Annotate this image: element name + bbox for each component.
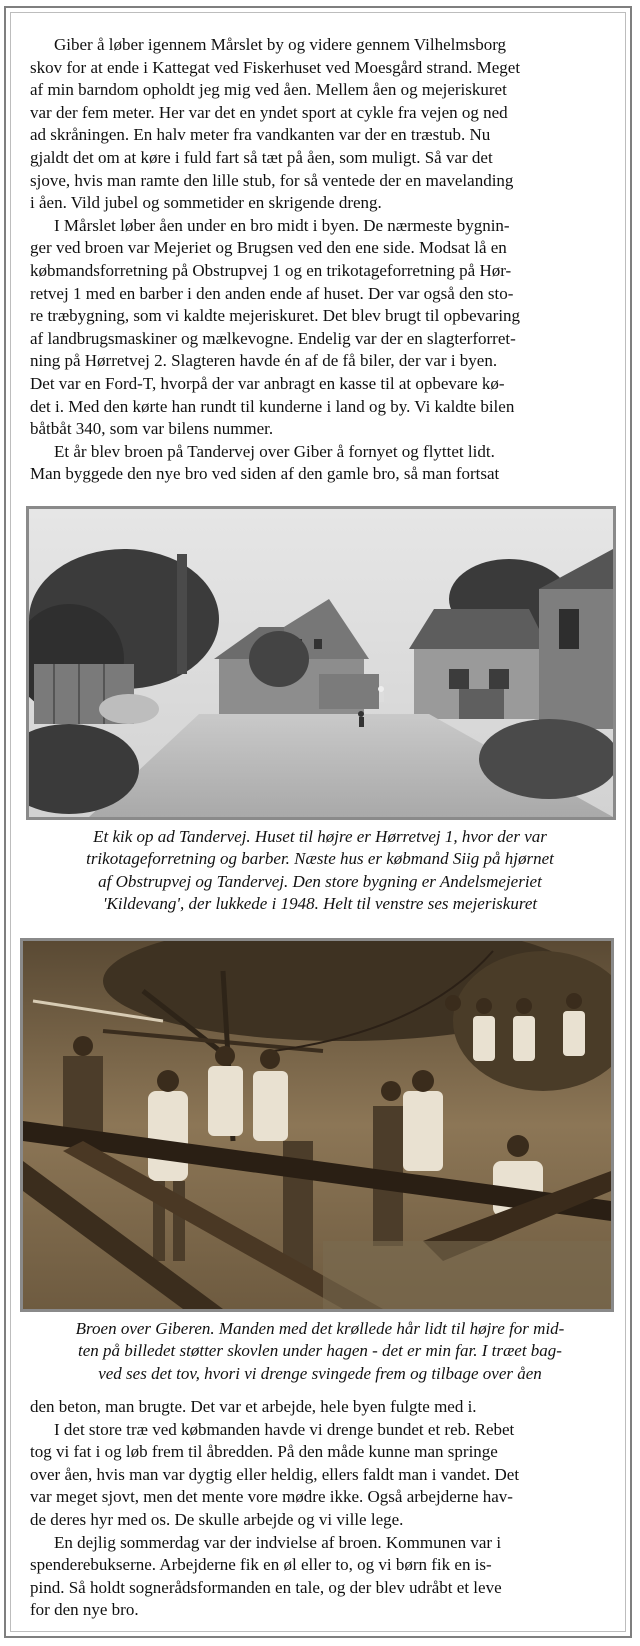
text-line: i åen. Vild jubel og sommetider en skrigende dreng. bbox=[30, 193, 382, 213]
text-line: I det store træ ved købmanden havde vi drenge bundet et reb. Rebet bbox=[54, 1419, 515, 1439]
caption-line: ten på billedet støtter skovlen under hagen - det er min far. I træet bag- bbox=[78, 1341, 562, 1361]
text-line: den beton, man brugte. Det var et arbejde, hele byen fulgte med i. bbox=[30, 1397, 477, 1416]
text-line: ning på Hørretvej 2. Slagteren havde én af de få biler, der var i byen. bbox=[30, 351, 498, 371]
text-line: pind. Så holdt sognerådsformanden en tale, og der blev udråbt et leve bbox=[30, 1577, 502, 1597]
text-line: var meget sjovt, men det mente vore mødre ikke. Også arbejderne hav- bbox=[30, 1487, 513, 1507]
text-line: af min barndom opholdt jeg mig ved åen. Mellem åen og mejeriskuret bbox=[30, 80, 507, 100]
text-line: af landbrugsmaskiner og mælkevogne. Endelig var der en slagterforret- bbox=[30, 328, 516, 348]
photo-bridge-workers-image bbox=[23, 941, 611, 1309]
text-line: ger ved broen var Mejeriet og Brugsen ved den ene side. Modsat lå en bbox=[30, 238, 507, 258]
text-line: det i. Med den kørte han rundt til kunderne i land og by. Vi kaldte bilen bbox=[30, 396, 515, 416]
article-bottom-text bbox=[30, 1396, 600, 1622]
caption-line: Et kik op ad Tandervej. Huset til højre er Hørretvej 1, hvor der var bbox=[93, 827, 547, 846]
caption-line: 'Kildevang', der lukkede i 1948. Helt til venstre ses mejeriskuret bbox=[102, 894, 538, 914]
text-line: gjaldt det om at køre i fuld fart så tæt på åen, som muligt. Så var det bbox=[30, 147, 493, 167]
caption-line: Broen over Giberen. Manden med det krøllede hår lidt til højre for mid- bbox=[75, 1319, 565, 1338]
caption-line: af Obstrupvej og Tandervej. Den store bygning er Andelsmejeriet bbox=[98, 871, 542, 891]
text-line: de deres hyr med os. De skulle arbejde og vi ville lege. bbox=[30, 1509, 404, 1529]
caption-tandervej bbox=[26, 826, 614, 916]
caption-line: ved ses det tov, hvori vi drenge svingede frem og tilbage over åen bbox=[98, 1363, 542, 1383]
text-line: var der fem meter. Her var det en yndet sport at cykle fra vejen og ned bbox=[30, 102, 508, 122]
text-line: Man byggede den nye bro ved siden af den gamle bro, så man fortsat bbox=[30, 464, 500, 484]
text-line: skov for at ende i Kattegat ved Fiskerhuset ved Moesgård strand. Meget bbox=[30, 57, 521, 77]
text-line: I Mårslet løber åen under en bro midt i byen. De nærmeste bygnin- bbox=[54, 215, 510, 235]
text-line: købmandsforretning på Obstrupvej 1 og en trikotageforretning på Hør- bbox=[30, 260, 512, 280]
photo-bridge-workers bbox=[20, 938, 614, 1312]
text-line: re træbygning, som vi kaldte mejeriskuret. Det blev brugt til opbevaring bbox=[30, 306, 521, 326]
text-line: sjove, hvis man ramte den lille stub, for så ventede der en mavelanding bbox=[30, 170, 514, 190]
text-line: En dejlig sommerdag var der indvielse af broen. Kommunen var i bbox=[54, 1532, 502, 1552]
text-line: Det var en Ford-T, hvorpå der var anbragt en kasse til at opbevare kø- bbox=[30, 373, 505, 393]
caption-bridge bbox=[26, 1318, 614, 1385]
photo-tandervej bbox=[26, 506, 616, 820]
text-line: Et år blev broen på Tandervej over Giber å fornyet og flyttet lidt. bbox=[54, 441, 495, 461]
text-line: tog vi fat i og løb frem til åbredden. På den måde kunne man springe bbox=[30, 1442, 498, 1462]
text-line: båtbåt 340, som var bilens nummer. bbox=[30, 419, 274, 439]
photo-tandervej-image bbox=[29, 509, 613, 817]
text-line: for den nye bro. bbox=[30, 1600, 139, 1620]
caption-line: trikotageforretning og barber. Næste hus er købmand Siig på hjørnet bbox=[86, 849, 554, 869]
text-line: over åen, hvis man var dygtig eller heldig, ellers faldt man i vandet. Det bbox=[30, 1464, 520, 1484]
text-line: Giber å løber igennem Mårslet by og videre gennem Vilhelmsborg bbox=[54, 35, 507, 54]
text-line: retvej 1 med en barber i den anden ende af huset. Der var også den sto- bbox=[30, 283, 514, 303]
text-line: ad skråningen. En halv meter fra vandkanten var der en træstub. Nu bbox=[30, 125, 491, 145]
article-top-text bbox=[30, 34, 600, 486]
text-line: spenderebukserne. Arbejderne fik en øl eller to, og vi børn fik en is- bbox=[30, 1555, 492, 1575]
